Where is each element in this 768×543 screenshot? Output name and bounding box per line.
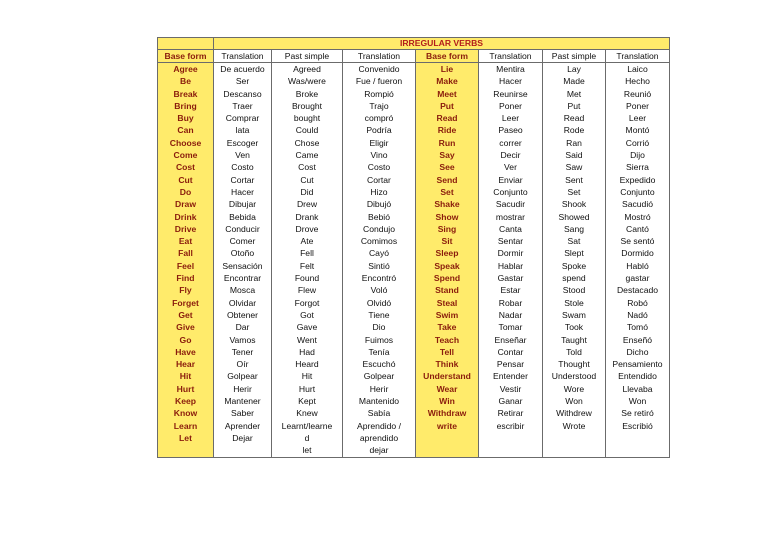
cell-entry: Comer — [229, 236, 256, 247]
cell-entry: Costo — [367, 162, 391, 173]
cell-entry: Met — [566, 88, 582, 99]
cell-entry: Gastar — [497, 273, 524, 284]
cell-entry: Told — [566, 346, 582, 357]
cell-entry: Encontró — [361, 273, 397, 284]
cell-entry: Give — [176, 322, 195, 333]
cell-entry: Sacudir — [495, 199, 526, 210]
cell-entry: Stole — [564, 297, 584, 308]
cell-entry: Canta — [499, 223, 522, 234]
past-simple-column — [543, 63, 606, 458]
cell-entry: Knew — [296, 408, 318, 419]
cell-entry: Eligir — [369, 137, 389, 148]
cell-entry: Chose — [294, 137, 320, 148]
cell-entry: Sent — [565, 174, 583, 185]
cell-entry: Leer — [501, 113, 520, 124]
cell-entry: Dicho — [626, 346, 649, 357]
cell-entry: let — [302, 445, 312, 456]
cell-entry: Laico — [627, 64, 648, 74]
cell-entry: Sing — [437, 223, 457, 234]
cell-entry: Traer — [232, 100, 253, 111]
cell-entry: Tiene — [368, 309, 390, 320]
cell-entry: Find — [176, 273, 195, 284]
cell-entry: spend — [562, 273, 586, 284]
cell-entry: Gave — [296, 322, 318, 333]
cell-entry: Pensar — [496, 359, 525, 370]
cell-entry: Encontrar — [223, 273, 262, 284]
cell-entry: Lay — [567, 64, 581, 74]
cell-entry: Sat — [567, 236, 581, 247]
translation-column — [606, 63, 670, 458]
cell-entry: Get — [178, 309, 193, 320]
cell-entry: Be — [180, 76, 191, 87]
cell-entry: Let — [179, 432, 192, 443]
cell-entry: Ganar — [498, 396, 523, 407]
cell-entry: Was/were — [288, 76, 326, 87]
cell-entry: Obtener — [226, 309, 259, 320]
cell-entry: Comimos — [360, 236, 398, 247]
column-header: Past simple — [272, 50, 343, 63]
column-header: Base form — [416, 50, 479, 63]
cell-entry: compró — [364, 113, 394, 124]
cell-entry: Cut — [178, 174, 193, 185]
cell-entry: Entender — [493, 371, 528, 382]
cell-entry: Dormir — [497, 248, 524, 259]
cell-entry: correr — [499, 137, 522, 148]
cell-entry: Cost — [298, 162, 316, 173]
cell-entry: Kept — [298, 396, 316, 407]
cell-entry: Pensamiento — [612, 359, 663, 370]
cell-entry: Got — [300, 309, 314, 320]
cell-entry: Nadó — [627, 309, 648, 320]
cell-entry: Tell — [439, 346, 455, 357]
cell-entry: Vino — [370, 150, 388, 161]
cell-entry: Come — [173, 150, 198, 161]
cell-entry: Showed — [558, 211, 590, 222]
cell-entry: Put — [440, 100, 454, 111]
cell-entry: Dejar — [232, 432, 253, 443]
cell-entry: Sleep — [435, 248, 459, 259]
header-row — [158, 50, 670, 63]
cell-entry: Robar — [498, 297, 523, 308]
column-header: Translation — [343, 50, 416, 63]
cell-entry: Aprender — [224, 420, 261, 431]
cell-entry: Felt — [299, 260, 315, 271]
cell-entry: Shook — [561, 199, 587, 210]
cell-entry: Costo — [231, 162, 254, 173]
cell-entry: Voló — [370, 285, 388, 296]
cell-entry: Read — [563, 113, 585, 124]
cell-entry: Se retiró — [621, 408, 654, 419]
cell-entry: Could — [295, 125, 319, 136]
cell-entry: Sierra — [626, 162, 649, 173]
cell-entry: Escoger — [226, 137, 259, 148]
cell-entry: Olvidó — [366, 297, 392, 308]
cell-entry: Conjunto — [493, 186, 528, 197]
cell-entry: Sentar — [497, 236, 524, 247]
cell-entry: Think — [435, 359, 459, 370]
cell-entry: Made — [563, 76, 585, 87]
cell-entry: Mantener — [224, 396, 261, 407]
cell-entry: dejar — [369, 445, 389, 456]
cell-entry: Tomó — [626, 322, 648, 333]
cell-entry: Withdrew — [556, 408, 592, 419]
cell-entry: Slept — [564, 248, 584, 259]
cell-entry: Wrote — [562, 420, 586, 431]
cell-entry: Steal — [436, 297, 458, 308]
cell-entry: Spend — [433, 273, 461, 284]
cell-entry: Said — [565, 150, 583, 161]
cell-entry: Mostró — [624, 211, 651, 222]
cell-entry: Can — [177, 125, 194, 136]
cell-entry: Drink — [174, 211, 197, 222]
cell-entry: Put — [567, 100, 581, 111]
translation-column — [214, 63, 272, 458]
cell-entry: Bring — [174, 100, 197, 111]
translation-column — [479, 63, 543, 458]
cell-entry: Show — [435, 211, 459, 222]
cell-entry: Speak — [434, 260, 460, 271]
cell-entry: Paseo — [498, 125, 523, 136]
cell-entry: Cantó — [626, 223, 649, 234]
cell-entry: Drive — [174, 223, 197, 234]
cell-entry: Dar — [235, 322, 250, 333]
cell-entry: Vestir — [499, 383, 522, 394]
cell-entry: Ven — [235, 150, 250, 161]
cell-entry: Teach — [434, 334, 460, 345]
cell-entry: Poner — [499, 100, 522, 111]
cell-entry: Won — [628, 396, 647, 407]
cell-entry: Escuchó — [362, 359, 396, 370]
cell-entry: Tomar — [498, 322, 523, 333]
cell-entry: Nadar — [498, 309, 523, 320]
cell-entry: Hear — [175, 359, 196, 370]
cell-entry: Ride — [437, 125, 457, 136]
cell-entry: Cortar — [367, 174, 391, 185]
cell-entry: Enseñó — [622, 334, 653, 345]
cell-entry: Wore — [563, 383, 585, 394]
column-header: Translation — [606, 50, 670, 63]
cell-entry: Estar — [500, 285, 521, 296]
cell-entry: Robó — [627, 297, 648, 308]
cell-entry: aprendido — [359, 432, 399, 443]
cell-entry: Found — [294, 273, 320, 284]
cell-entry: lata — [235, 125, 250, 136]
cell-entry: Sit — [441, 236, 453, 247]
cell-entry: Forgot — [294, 297, 320, 308]
cell-entry: Comprar — [225, 113, 260, 124]
cell-entry: Swam — [562, 309, 586, 320]
cell-entry: Bebió — [368, 211, 390, 222]
cell-entry: Fue / fueron — [355, 76, 403, 87]
cell-entry: Have — [175, 346, 196, 357]
cell-entry: Corrió — [625, 137, 650, 148]
cell-entry: Stand — [435, 285, 459, 296]
cell-entry: Keep — [174, 396, 196, 407]
title-corner-cell — [158, 38, 214, 50]
cell-entry: Retirar — [497, 408, 524, 419]
cell-entry: Draw — [174, 199, 196, 210]
cell-entry: De acuerdo — [220, 64, 265, 74]
cell-entry: Rompió — [364, 88, 394, 99]
cell-entry: Herir — [233, 383, 252, 394]
cell-entry: Ser — [235, 76, 250, 87]
cell-entry: d — [304, 432, 310, 443]
cell-entry: Drank — [295, 211, 319, 222]
cell-entry: Went — [297, 334, 317, 345]
cell-entry: Took — [564, 322, 584, 333]
cell-entry: Understand — [423, 371, 471, 382]
cell-entry: Ran — [566, 137, 582, 148]
cell-entry: Taught — [561, 334, 587, 345]
cell-entry: Saw — [565, 162, 583, 173]
cell-entry: Take — [437, 322, 457, 333]
cell-entry: Withdraw — [427, 408, 467, 419]
column-header: Translation — [214, 50, 272, 63]
cell-entry: Hit — [179, 371, 192, 382]
cell-entry: Fell — [300, 248, 314, 259]
cell-entry: Drove — [295, 223, 319, 234]
cell-entry: See — [439, 162, 455, 173]
cell-entry: Fall — [178, 248, 193, 259]
cell-entry: Condujo — [362, 223, 395, 234]
cell-entry: Contar — [497, 346, 524, 357]
cell-entry: Spoke — [561, 260, 587, 271]
cell-entry: Make — [436, 76, 458, 87]
cell-entry: Sensación — [222, 260, 263, 271]
table-body-row — [158, 63, 670, 458]
cell-entry: Tenía — [368, 346, 390, 357]
cell-entry: mostrar — [495, 211, 526, 222]
cell-entry: Go — [179, 334, 192, 345]
cell-entry: Won — [565, 396, 583, 407]
cell-entry: Heard — [295, 359, 319, 370]
cell-entry: Dibujó — [366, 199, 392, 210]
cell-entry: Expedido — [619, 174, 656, 185]
cell-entry: Ver — [504, 162, 517, 173]
cell-entry: Descanso — [223, 88, 262, 99]
cell-entry: Feel — [176, 260, 195, 271]
cell-entry: Break — [173, 88, 198, 99]
past-simple-column — [272, 63, 343, 458]
cell-entry: Agree — [173, 64, 198, 74]
cell-entry: Reunió — [623, 88, 652, 99]
cell-entry: Understood — [551, 371, 597, 382]
cell-entry: Podría — [366, 125, 392, 136]
cell-entry: Dijo — [630, 150, 645, 161]
cell-entry: Set — [567, 186, 581, 197]
cell-entry: Trajo — [369, 100, 389, 111]
cell-entry: escribir — [496, 420, 525, 431]
cell-entry: Choose — [169, 137, 202, 148]
cell-entry: Hurt — [176, 383, 195, 394]
irregular-verbs-table — [157, 37, 670, 458]
cell-entry: Tener — [231, 346, 254, 357]
cell-entry: Sang — [563, 223, 585, 234]
cell-entry: Came — [295, 150, 319, 161]
cell-entry: Cost — [175, 162, 196, 173]
cell-entry: Shake — [434, 199, 460, 210]
cell-entry: Forget — [172, 297, 199, 308]
cell-entry: Did — [300, 186, 314, 197]
cell-entry: Mosca — [229, 285, 256, 296]
cell-entry: Agreed — [293, 64, 321, 74]
cell-entry: Saber — [231, 408, 254, 419]
cell-entry: Olvidar — [228, 297, 257, 308]
cell-entry: Decir — [500, 150, 521, 161]
title-row — [158, 38, 670, 50]
cell-entry: Otoño — [230, 248, 255, 259]
column-header: Base form — [158, 50, 214, 63]
cell-entry: Conjunto — [620, 186, 655, 197]
cell-entry: Ate — [300, 236, 314, 247]
cell-entry: Do — [179, 186, 192, 197]
cell-entry: Hablar — [497, 260, 524, 271]
cell-entry: Herir — [369, 383, 389, 394]
cell-entry: Poner — [626, 100, 649, 111]
cell-entry: Conducir — [225, 223, 260, 234]
cell-entry: Escribió — [622, 420, 653, 431]
cell-entry: Flew — [297, 285, 317, 296]
cell-entry: Win — [439, 396, 455, 407]
cell-entry: Habló — [626, 260, 649, 271]
cell-entry: Enseñar — [494, 334, 527, 345]
cell-entry: Say — [439, 150, 455, 161]
cell-entry: Sacudió — [621, 199, 654, 210]
cell-entry: Know — [173, 408, 198, 419]
cell-entry: Bebida — [229, 211, 256, 222]
cell-entry: Stood — [562, 285, 586, 296]
cell-entry: Lie — [440, 64, 454, 74]
cell-entry: Mantenido — [358, 396, 400, 407]
cell-entry: Dibujar — [228, 199, 257, 210]
cell-entry: Wear — [436, 383, 458, 394]
cell-entry: Fuimos — [364, 334, 394, 345]
cell-entry: Hurt — [298, 383, 316, 394]
cell-entry: Cortar — [230, 174, 255, 185]
cell-entry: Mentira — [496, 64, 525, 74]
cell-entry: Buy — [177, 113, 194, 124]
cell-entry: Rode — [563, 125, 585, 136]
cell-entry: Read — [436, 113, 458, 124]
cell-entry: write — [436, 420, 458, 431]
table-title: IRREGULAR VERBS — [214, 38, 670, 50]
cell-entry: Cayó — [368, 248, 390, 259]
cell-entry: Sintió — [368, 260, 390, 271]
cell-entry: Golpear — [363, 371, 395, 382]
cell-entry: gastar — [625, 273, 650, 284]
cell-entry: Convenido — [358, 64, 400, 74]
cell-entry: Hacer — [231, 186, 254, 197]
cell-entry: Hizo — [370, 186, 388, 197]
base-form-column — [416, 63, 479, 458]
cell-entry: Entendido — [618, 371, 657, 382]
cell-entry: Montó — [625, 125, 650, 136]
cell-entry: Broke — [295, 88, 319, 99]
cell-entry: Send — [436, 174, 458, 185]
cell-entry: Se sentó — [620, 236, 655, 247]
cell-entry: Eat — [178, 236, 193, 247]
cell-entry: Learnt/learne — [281, 420, 333, 431]
cell-entry: Hit — [301, 371, 313, 382]
cell-entry: Set — [440, 186, 454, 197]
cell-entry: Hacer — [499, 76, 522, 87]
column-header: Translation — [479, 50, 543, 63]
cell-entry: Fly — [179, 285, 192, 296]
translation-column — [343, 63, 416, 458]
column-header: Past simple — [543, 50, 606, 63]
cell-entry: Hecho — [625, 76, 650, 87]
cell-entry: Oír — [236, 359, 249, 370]
cell-entry: Destacado — [616, 285, 659, 296]
cell-entry: Golpear — [227, 371, 258, 382]
cell-entry: Meet — [437, 88, 457, 99]
cell-entry: bought — [293, 113, 321, 124]
base-form-column — [158, 63, 214, 458]
cell-entry: Reunirse — [493, 88, 528, 99]
cell-entry: Drew — [296, 199, 318, 210]
cell-entry: Dio — [372, 322, 386, 333]
cell-entry: Brought — [291, 100, 323, 111]
cell-entry: Learn — [173, 420, 198, 431]
cell-entry: Leer — [628, 113, 647, 124]
cell-entry: Thought — [558, 359, 590, 370]
cell-entry: Sabía — [367, 408, 391, 419]
cell-entry: Swim — [435, 309, 459, 320]
cell-entry: Llevaba — [622, 383, 653, 394]
cell-entry: Enviar — [498, 174, 523, 185]
cell-entry: Cut — [300, 174, 314, 185]
cell-entry: Dormido — [621, 248, 654, 259]
cell-entry: Run — [438, 137, 456, 148]
cell-entry: Aprendido / — [357, 420, 401, 431]
cell-entry: Had — [299, 346, 315, 357]
cell-entry: Vamos — [229, 334, 256, 345]
